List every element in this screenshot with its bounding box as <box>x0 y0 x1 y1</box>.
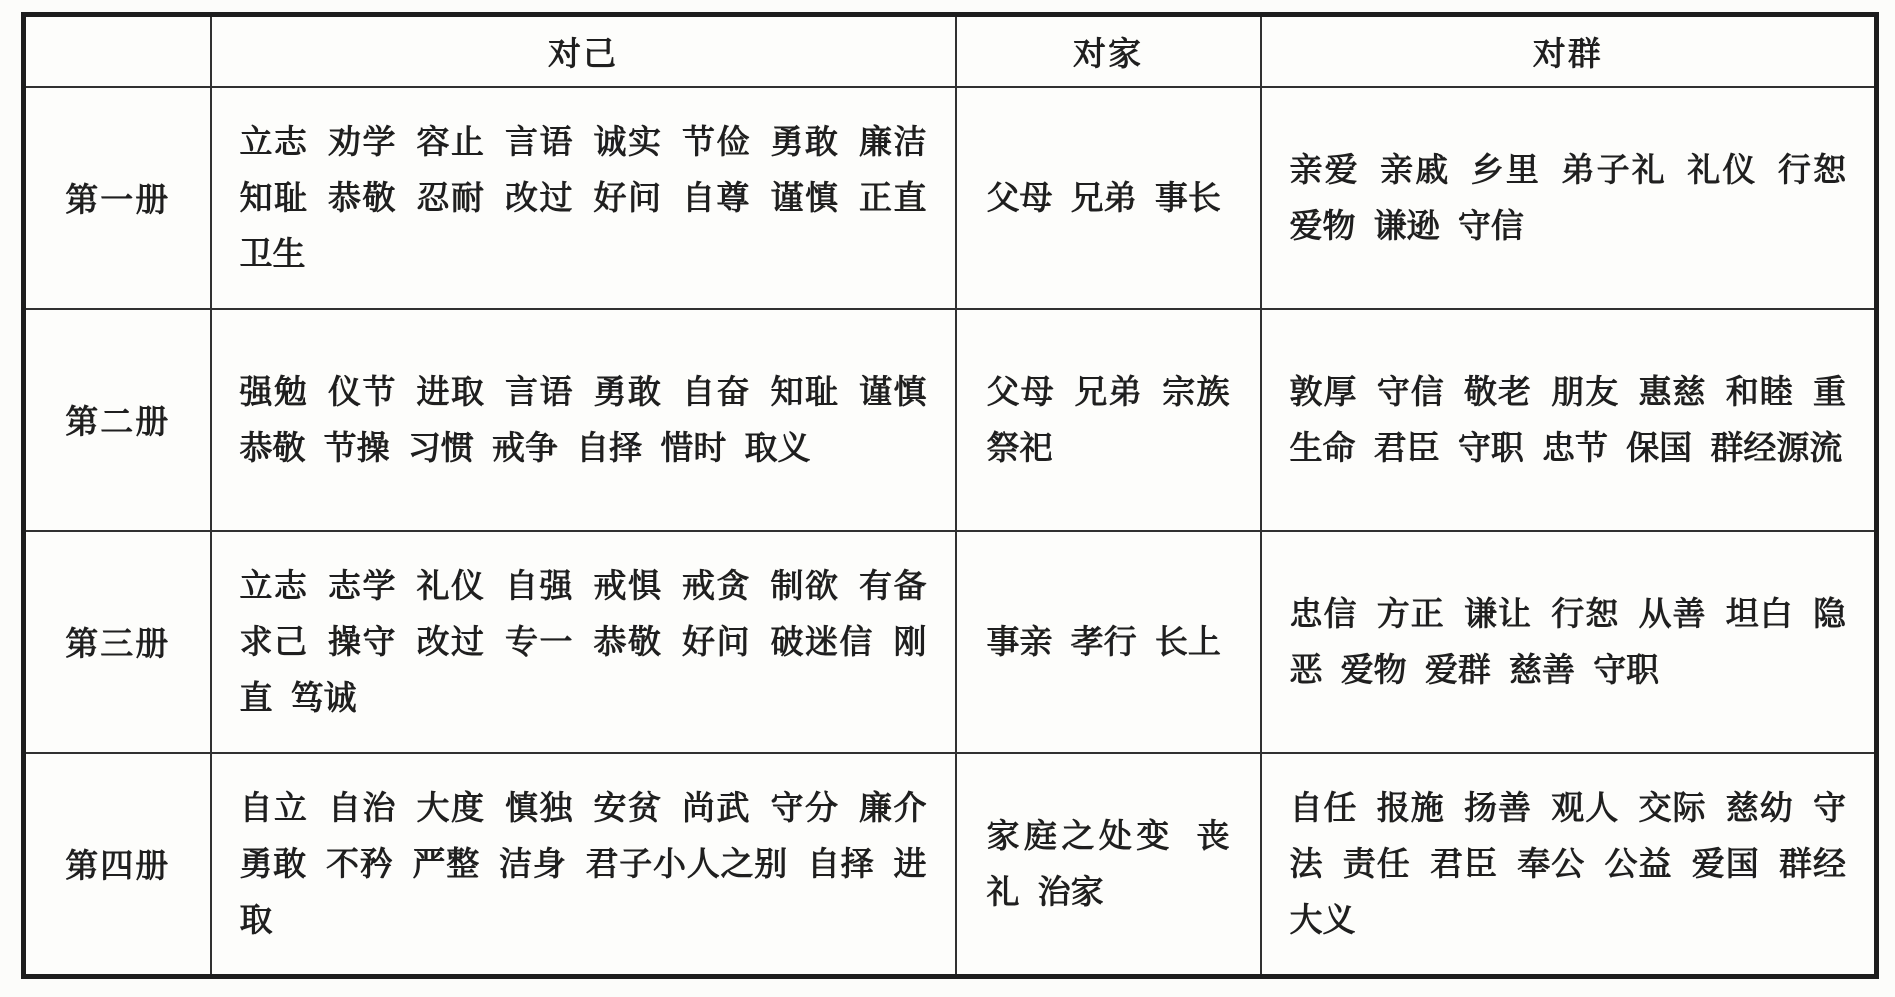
column-header-self: 对己 <box>211 15 956 87</box>
volume-1-family-values: 父母 兄弟 事长 <box>956 87 1261 309</box>
curriculum-values-table <box>21 12 1879 979</box>
corner-empty-cell <box>24 15 211 87</box>
volume-3-family-values: 事亲 孝行 长上 <box>956 531 1261 753</box>
column-header-group: 对群 <box>1261 15 1877 87</box>
table-row-volume-2 <box>24 309 1877 531</box>
volume-2-group-values: 敦厚 守信 敬老 朋友 惠慈 和睦 重生命 君臣 守职 忠节 保国 群经源流 <box>1261 309 1877 531</box>
volume-3-self-values: 立志 志学 礼仪 自强 戒惧 戒贪 制欲 有备 求己 操守 改过 专一 恭敬 好问 破迷信 刚直 笃诚 <box>211 531 956 753</box>
table-header-row <box>24 15 1877 87</box>
row-label-volume-2: 第二册 <box>24 309 211 531</box>
row-label-volume-1: 第一册 <box>24 87 211 309</box>
volume-1-self-values: 立志 劝学 容止 言语 诚实 节俭 勇敢 廉洁 知耻 恭敬 忍耐 改过 好问 自尊 谨慎 正直 卫生 <box>211 87 956 309</box>
volume-4-self-values: 自立 自治 大度 慎独 安贫 尚武 守分 廉介 勇敢 不矜 严整 洁身 君子小人之别 自择 进取 <box>211 753 956 977</box>
volume-3-group-values: 忠信 方正 谦让 行恕 从善 坦白 隐恶 爱物 爱群 慈善 守职 <box>1261 531 1877 753</box>
volume-4-family-values: 家庭之处变 丧礼 治家 <box>956 753 1261 977</box>
row-label-volume-4: 第四册 <box>24 753 211 977</box>
volume-2-family-values: 父母 兄弟 宗族 祭祀 <box>956 309 1261 531</box>
row-label-volume-3: 第三册 <box>24 531 211 753</box>
volume-4-group-values: 自任 报施 扬善 观人 交际 慈幼 守法 责任 君臣 奉公 公益 爱国 群经大义 <box>1261 753 1877 977</box>
volume-2-self-values: 强勉 仪节 进取 言语 勇敢 自奋 知耻 谨慎 恭敬 节操 习惯 戒争 自择 惜时 取义 <box>211 309 956 531</box>
table-row-volume-3 <box>24 531 1877 753</box>
table-row-volume-1 <box>24 87 1877 309</box>
table-row-volume-4 <box>24 753 1877 977</box>
volume-1-group-values: 亲爱 亲戚 乡里 弟子礼 礼仪 行恕 爱物 谦逊 守信 <box>1261 87 1877 309</box>
column-header-family: 对家 <box>956 15 1261 87</box>
